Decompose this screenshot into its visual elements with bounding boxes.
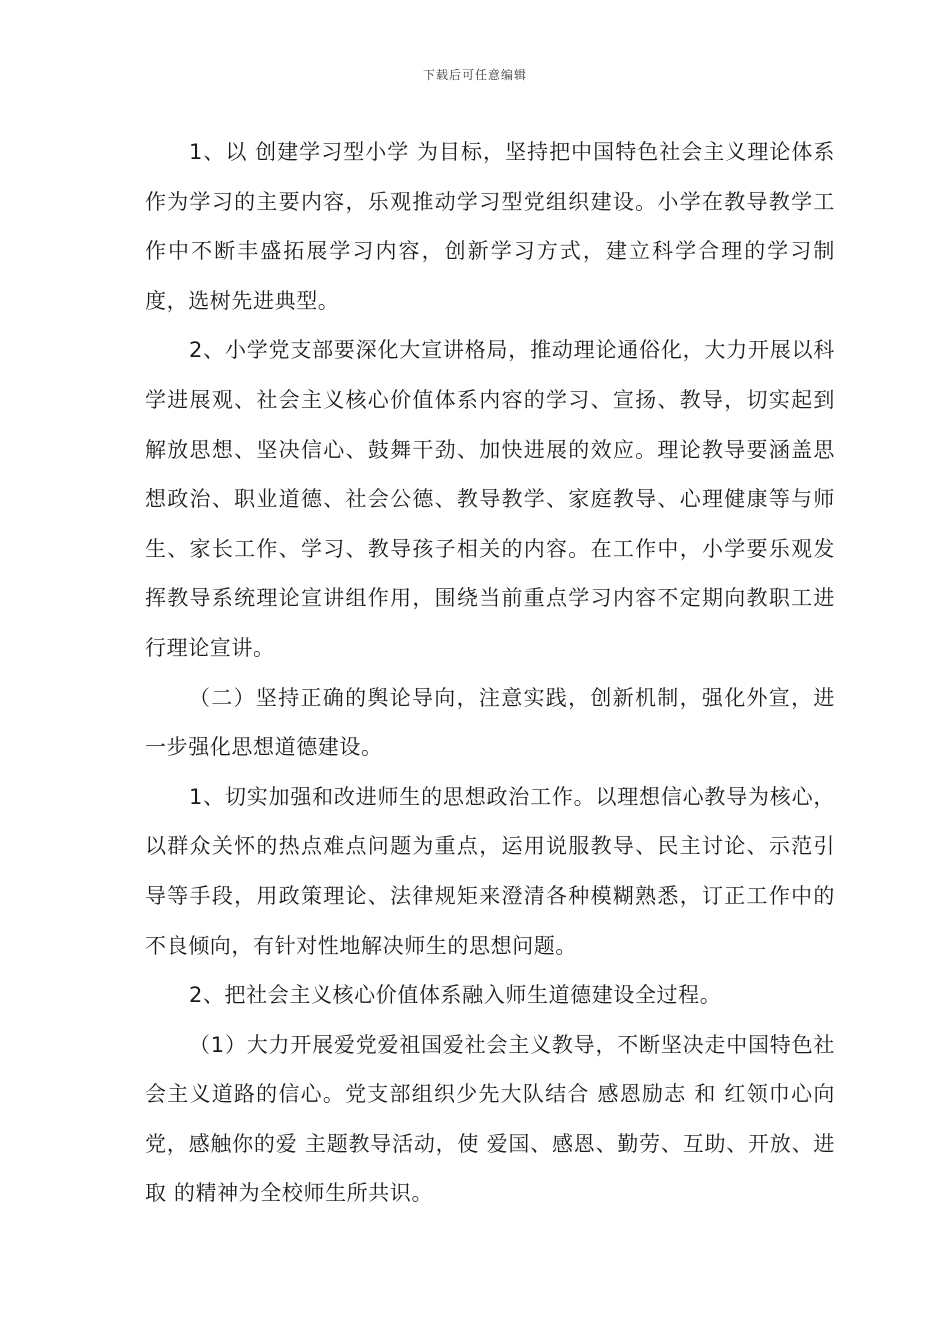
paragraph-5: 2、把社会主义核心价值体系融入师生道德建设全过程。	[189, 983, 722, 1008]
document-body	[145, 128, 835, 1219]
download-note: 下载后可任意编辑	[422, 68, 527, 82]
paragraph-1: 1、以 创建学习型小学 为目标，坚持把中国特色社会主义理论体系作为学习的主要内容，乐观推动学习型党组织建设。小学在教导教学工作中不断丰盛拓展学习内容，创新学习方式，建立科学合理的学习制度，选树先进典型。	[145, 140, 835, 313]
paragraph-2: 2、小学党支部要深化大宣讲格局，推动理论通俗化，大力开展以科学进展观、社会主义核心价值体系内容的学习、宣扬、教导，切实起到解放思想、坚决信心、鼓舞干劲、加快进展的效应。理论教导要涵盖思想政治、职业道德、社会公德、教导教学、家庭教导、心理健康等与师生、家长工作、学习、教导孩子相关的内容。在工作中，小学要乐观发挥教导系统理论宣讲组作用，围绕当前重点学习内容不定期向教职工进行理论宣讲。	[145, 338, 835, 660]
paragraph-3: （二）坚持正确的舆论导向，注意实践，创新机制，强化外宣，进一步强化思想道德建设。	[145, 685, 835, 760]
paragraph-4: 1、切实加强和改进师生的思想政治工作。以理想信心教导为核心，以群众关怀的热点难点问题为重点，运用说服教导、民主讨论、示范引导等手段，用政策理论、法律规矩来澄清各种模糊熟悉，订正工作中的不良倾向，有针对性地解决师生的思想问题。	[145, 784, 835, 958]
paragraph-6: （1）大力开展爱党爱祖国爱社会主义教导，不断坚决走中国特色社会主义道路的信心。党支部组织少先大队结合 感恩励志 和 红领巾心向党，感触你的爱 主题教导活动，使 爱国、感恩、勤劳、互助、开放、进取 的精神为全校师生所共识。	[145, 1032, 835, 1206]
